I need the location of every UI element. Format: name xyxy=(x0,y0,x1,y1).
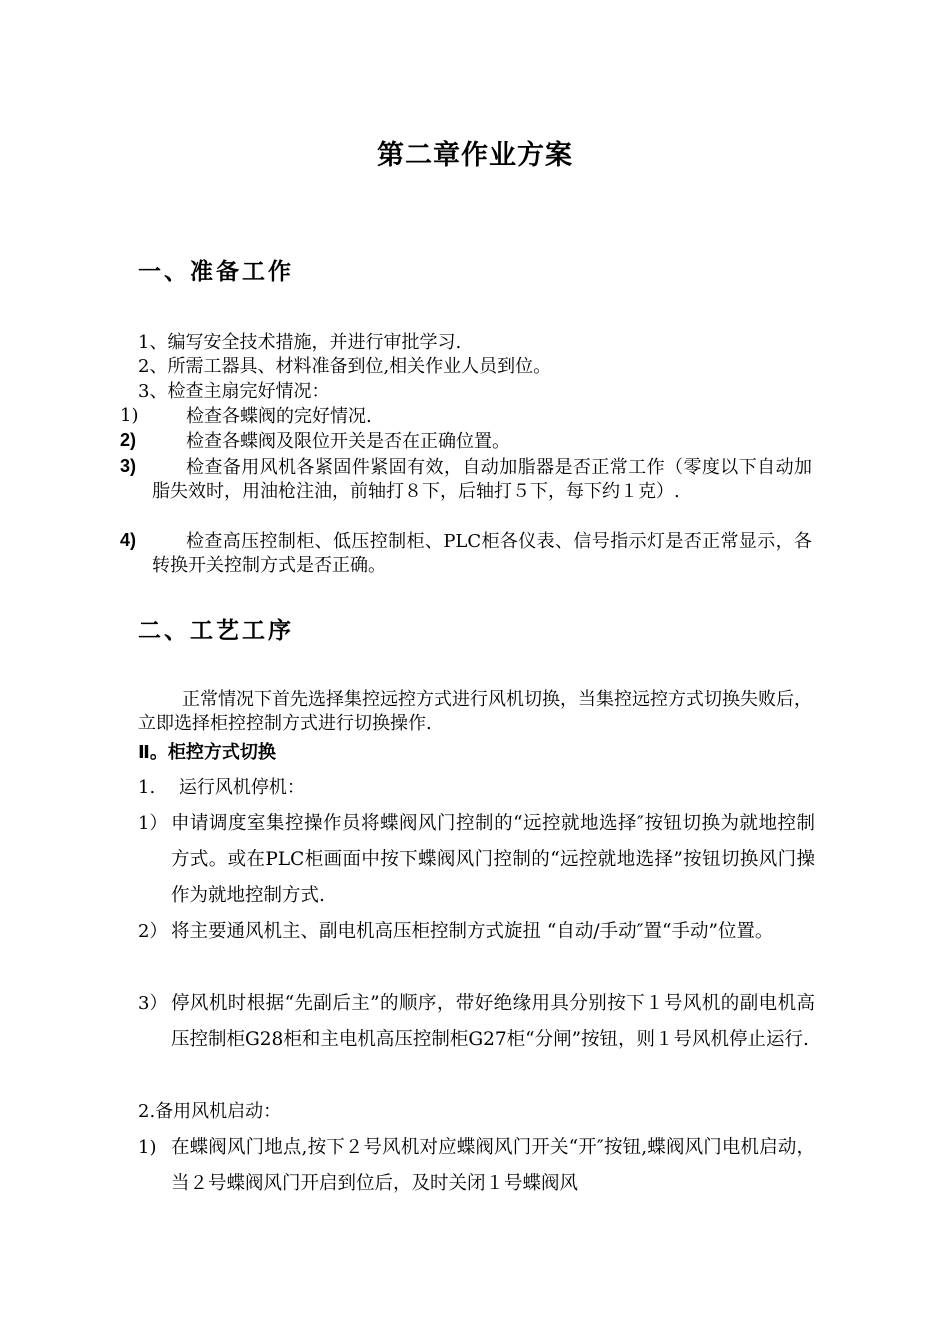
check-number-1: 1) xyxy=(120,405,139,426)
step1-text-3: 停风机时根据“先副后主”的顺序，带好绝缘用具分别按下１号风机的副电机高压控制柜G28柜和主电机高压控制柜G27柜“分闸”按钮，则１号风机停止运行. xyxy=(171,993,815,1050)
check-number-4: 4) xyxy=(120,530,137,550)
step1-text-2: 将主要通风机主、副电机高压柜控制方式旋扭 “自动/手动″置“手动”位置。 xyxy=(171,921,774,942)
step1-title: 1. 运行风机停机： xyxy=(138,777,305,798)
page-title: 第二章作业方案 xyxy=(377,140,573,171)
prep-item-1: 1、编写安全技术措施，并进行审批学习. xyxy=(138,332,462,353)
check-text-1: 检查各蝶阀的完好情况. xyxy=(186,406,372,427)
check-text-3: 检查备用风机各紧固件紧固有效，自动加脂器是否正常工作（零度以下自动加脂失效时，用油枪注油，前轴打８下，后轴打５下，每下约１克）. xyxy=(152,457,812,502)
cabinet-switch-heading: Ⅱ。柜控方式切换 xyxy=(138,742,276,763)
step1-num-2: 2） xyxy=(138,921,168,942)
section-heading-preparation: 一、准备工作 xyxy=(138,259,294,285)
step1-text-1: 申请调度室集控操作员将蝶阀风门控制的“远控就地选择″按钮切换为就地控制方式。或在PLC柜画面中按下蝶阀风门控制的“远控就地选择”按钮切换风门操作为就地控制方式. xyxy=(171,813,815,906)
step1-num-1: 1） xyxy=(138,813,168,834)
check-text-4: 检查高压控制柜、低压控制柜、PLC柜各仪表、信号指示灯是否正常显示，各转换开关控制方式是否正确。 xyxy=(152,531,812,576)
step2-text-1: 在蝶阀风门地点,按下２号风机对应蝶阀风门开关“开″按钮,蝶阀风门电机启动，当２号蝶阀风门开启到位后，及时关闭１号蝶阀风 xyxy=(171,1137,815,1194)
check-number-3: 3) xyxy=(120,456,137,476)
step1-num-3: 3） xyxy=(138,993,168,1014)
section-heading-process: 二、工艺工序 xyxy=(138,618,294,644)
step2-num-1: 1) xyxy=(138,1137,157,1158)
check-number-2: 2) xyxy=(120,430,137,450)
prep-item-3: 3、检查主扇完好情况： xyxy=(138,381,330,402)
check-text-2: 检查各蝶阀及限位开关是否在正确位置。 xyxy=(186,431,510,452)
process-intro: 正常情况下首先选择集控远控方式进行风机切换，当集控远控方式切换失败后，立即选择柜控控制方式进行切换操作. xyxy=(138,689,812,734)
step2-title: 2.备用风机启动： xyxy=(138,1101,282,1122)
prep-item-2: 2、所需工器具、材料准备到位,相关作业人员到位。 xyxy=(138,356,552,377)
